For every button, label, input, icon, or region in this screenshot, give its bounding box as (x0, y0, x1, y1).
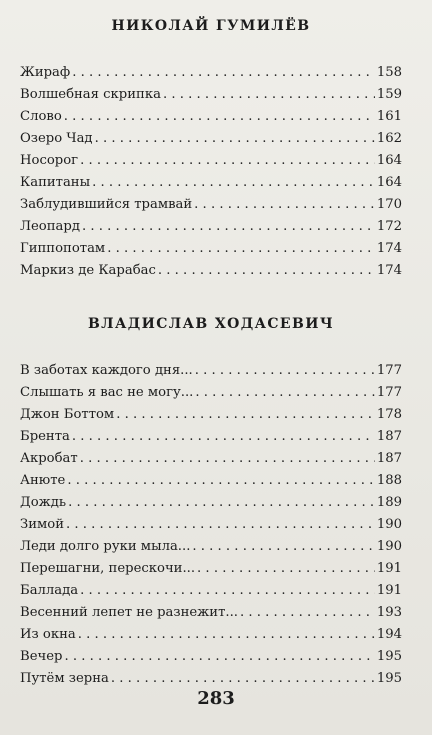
toc-entry (20, 194, 402, 216)
entry-title: Маркиз де Карабас (20, 263, 156, 278)
entry-page: 187 (376, 429, 402, 444)
dot-leader (116, 404, 375, 426)
entry-title: Леопард (20, 219, 80, 234)
toc-entry (20, 216, 402, 238)
dot-leader (158, 260, 375, 282)
entry-title: Перешагни, перескочи... (20, 561, 196, 576)
dot-leader (195, 360, 375, 382)
dot-leader (80, 150, 375, 172)
toc-entry (20, 426, 402, 448)
toc-entry (20, 558, 402, 580)
entry-page: 164 (376, 175, 402, 190)
dot-leader (66, 514, 375, 536)
entry-page: 190 (376, 539, 402, 554)
entry-title: Леди долго руки мыла... (20, 539, 191, 554)
entry-title: В заботах каждого дня... (20, 363, 193, 378)
entry-page: 174 (376, 241, 402, 256)
toc-entry (20, 646, 402, 668)
toc-entry (20, 128, 402, 150)
dot-leader (80, 580, 375, 602)
author-heading: ВЛАДИСЛАВ ХОДАСЕВИЧ (87, 316, 335, 332)
toc-entry (20, 62, 402, 84)
entry-title: Слово (20, 109, 62, 124)
entry-page: 177 (376, 363, 402, 378)
dot-leader (197, 558, 375, 580)
dot-leader (194, 194, 375, 216)
dot-leader (64, 106, 375, 128)
entry-page: 193 (376, 605, 402, 620)
entry-title: Заблудившийся трамвай (20, 197, 193, 212)
entry-title: Капитаны (20, 175, 91, 190)
entry-page: 170 (376, 197, 402, 212)
toc-entry (20, 172, 402, 194)
entry-title: Гиппопотам (20, 241, 106, 256)
dot-leader (163, 84, 375, 106)
dot-leader (64, 646, 374, 668)
dot-leader (240, 602, 375, 624)
entry-page: 158 (376, 65, 402, 80)
toc-entry (20, 382, 402, 404)
entry-page: 189 (376, 495, 402, 510)
toc-entry (20, 514, 402, 536)
toc-entry (20, 492, 402, 514)
dot-leader (72, 426, 375, 448)
dot-leader (195, 382, 374, 404)
entry-title: Носорог (20, 153, 79, 168)
dot-leader (72, 62, 375, 84)
entry-title: Акробат (20, 451, 78, 466)
toc-section-gumilev (20, 14, 402, 282)
toc-entry (20, 260, 402, 282)
toc-entry (20, 536, 402, 558)
entry-page: 187 (376, 451, 402, 466)
toc-list (20, 62, 402, 282)
entry-page: 194 (376, 627, 402, 642)
toc-list (20, 360, 402, 690)
entry-title: Волшебная скрипка (20, 87, 161, 102)
entry-title: Путём зерна (20, 671, 109, 686)
entry-page: 162 (376, 131, 402, 146)
entry-page: 188 (376, 473, 402, 488)
toc-entry (20, 668, 402, 690)
entry-title: Баллада (20, 583, 79, 598)
toc-entry (20, 448, 402, 470)
toc-entry (20, 84, 402, 106)
entry-title: Весенний лепет не разнежит... (20, 605, 238, 620)
toc-entry (20, 106, 402, 128)
entry-title: Дождь (20, 495, 67, 510)
page-number: 283 (197, 688, 235, 709)
dot-leader (95, 128, 375, 150)
entry-title: Из окна (20, 627, 76, 642)
dot-leader (68, 492, 375, 514)
entry-page: 172 (376, 219, 402, 234)
entry-title: Брента (20, 429, 70, 444)
entry-page: 190 (376, 517, 402, 532)
entry-page: 159 (376, 87, 402, 102)
entry-title: Озеро Чад (20, 131, 93, 146)
entry-page: 195 (376, 649, 402, 664)
entry-page: 161 (376, 109, 402, 124)
entry-page: 191 (376, 583, 402, 598)
dot-leader (107, 238, 375, 260)
toc-entry (20, 470, 402, 492)
dot-leader (92, 172, 375, 194)
entry-title: Анюте (20, 473, 66, 488)
entry-title: Слышать я вас не могу... (20, 385, 194, 400)
toc-entry (20, 360, 402, 382)
toc-entry (20, 404, 402, 426)
entry-title: Зимой (20, 517, 64, 532)
author-heading: НИКОЛАЙ ГУМИЛЁВ (111, 18, 311, 34)
toc-entry (20, 150, 402, 172)
toc-entry (20, 624, 402, 646)
toc-entry (20, 580, 402, 602)
dot-leader (192, 536, 374, 558)
dot-leader (78, 624, 375, 646)
dot-leader (67, 470, 374, 492)
entry-title: Джон Боттом (20, 407, 115, 422)
dot-leader (80, 448, 375, 470)
toc-entry (20, 238, 402, 260)
entry-page: 195 (376, 671, 402, 686)
entry-page: 164 (376, 153, 402, 168)
entry-page: 177 (376, 385, 402, 400)
entry-page: 178 (376, 407, 402, 422)
dot-leader (82, 216, 375, 238)
entry-title: Вечер (20, 649, 63, 664)
toc-section-khodasevich (20, 312, 402, 690)
entry-title: Жираф (20, 65, 71, 80)
entry-page: 174 (376, 263, 402, 278)
entry-page: 191 (376, 561, 402, 576)
dot-leader (111, 668, 375, 690)
toc-entry (20, 602, 402, 624)
